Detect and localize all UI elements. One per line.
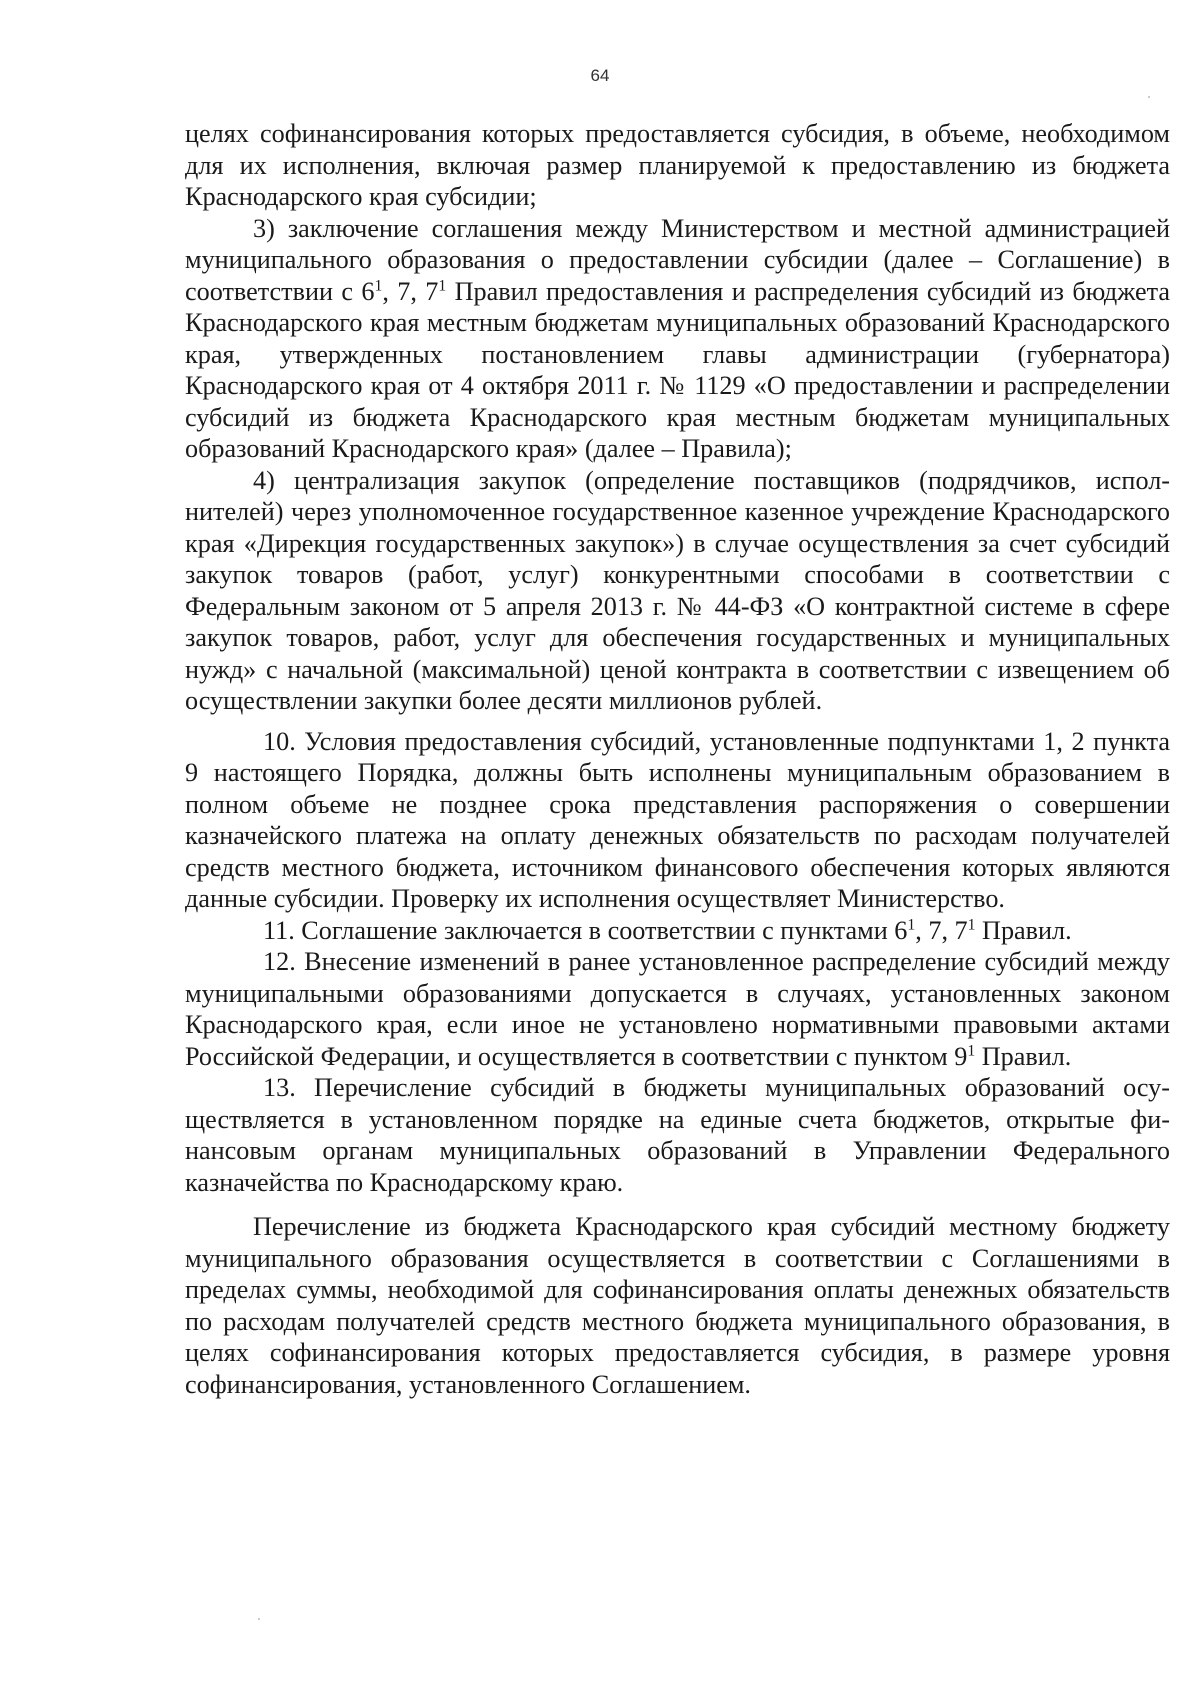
text-run: Правил. bbox=[975, 915, 1072, 945]
document-body bbox=[185, 118, 1170, 1400]
superscript: 1 bbox=[907, 915, 916, 933]
page-number: 64 bbox=[590, 66, 610, 85]
paragraph-item-13: 13. Перечисление субсидий в бюджеты муниципальных образований осуществляется в установленном порядке на единые счета бюджетов, открытые финансовым органам муниципальных образований в Управлении Федерального казначейства по Краснодарскому краю. bbox=[185, 1073, 1170, 1197]
paragraph-item-10: 10. Условия предоставления субсидий, установленные подпунктами 1, 2 пункта 9 настоящего Порядка, должны быть исполнены муниципальным образованием в полном объеме не позднее срока представления распоряжения о совершении казначейского платежа на оплату денежных обязательств по расходам получателей средств местного бюджета, источником финансового обеспечения которых являются данные субсидии. Проверку их исполнения осуществляет Министерство. bbox=[185, 726, 1170, 913]
text-run: , 7, 7 bbox=[915, 915, 968, 945]
text-run: Правил предоставления и распределения субсидий из бюджета Краснодарского края местным бюджетам муниципальных образований Краснодарского края, утвержденных постановлением главы администрации (губернатора) Краснодарского края от 4 октября 2011 г. № 1129 «О предоставлении и распределении субсидий из бюджета Краснодарского края местным бюджетам муниципальных образований Краснодарского края» (далее – Правила); bbox=[185, 276, 1171, 463]
paragraph-transfer: Перечисление из бюджета Краснодарского края субсидий местному бюджету муниципального образования осуществляется в соответствии с Соглашениями в пределах суммы, необходимой для софинансирования оплаты денежных обязательств по расходам получателей средств местного бюджета муниципального образования, в целях софинансирования которых предоставляется субсидия, в размере уровня софинансирования, установленного Соглашением. bbox=[185, 1212, 1170, 1399]
text-run: , 7, 7 bbox=[382, 276, 439, 306]
paragraph-item-12 bbox=[185, 946, 1170, 1072]
scan-speck bbox=[258, 1618, 260, 1620]
superscript: 1 bbox=[967, 1041, 976, 1059]
text-run: 3) заключение соглашения между Министерством и местной администрацией муниципального образования о предоставлении субсидии (далее – Соглашение) в соответствии с 6 bbox=[185, 213, 1170, 306]
superscript: 1 bbox=[967, 915, 976, 933]
text-run: Правил. bbox=[975, 1041, 1072, 1071]
superscript: 1 bbox=[374, 276, 383, 294]
text-run: 11. Соглашение заключается в соответствии с пунктами 6 bbox=[263, 915, 908, 945]
superscript: 1 bbox=[438, 276, 447, 294]
paragraph-item-11 bbox=[185, 915, 1170, 947]
text-run: 12. Внесение изменений в ранее установленное распределение субсидий между муниципальными образованиями допускается в случаях, установленных законом Краснодарского края, если иное не установлено нормативными правовыми актами Российской Федерации, и осуществляется в соответствии с пунктом 9 bbox=[185, 947, 1170, 1071]
paragraph-subitem-4: 4) централизация закупок (определение поставщиков (подрядчиков, исполнителей) через уполномоченное государственное казенное учреждение Краснодарского края «Дирекция государственных закупок») в случае осуществления за счет субсидий закупок товаров (работ, услуг) конкурентными способами в соответствии с Федеральным законом от 5 апреля 2013 г. № 44-ФЗ «О контрактной системе в сфере закупок товаров, работ, услуг для обеспечения государственных и муниципальных нужд» с начальной (максимальной) ценой контракта в соответствии с извещением об осуществлении закупки более десяти миллионов рублей. bbox=[185, 465, 1170, 715]
paragraph-subitem-3 bbox=[185, 213, 1170, 465]
scan-speck bbox=[1148, 96, 1150, 98]
paragraph-continuation: целях софинансирования которых предоставляется субсидия, в объеме, необходимом для их исполнения, включая размер планируемой к предоставлению из бюджета Краснодарского края субсидии; bbox=[185, 119, 1170, 211]
